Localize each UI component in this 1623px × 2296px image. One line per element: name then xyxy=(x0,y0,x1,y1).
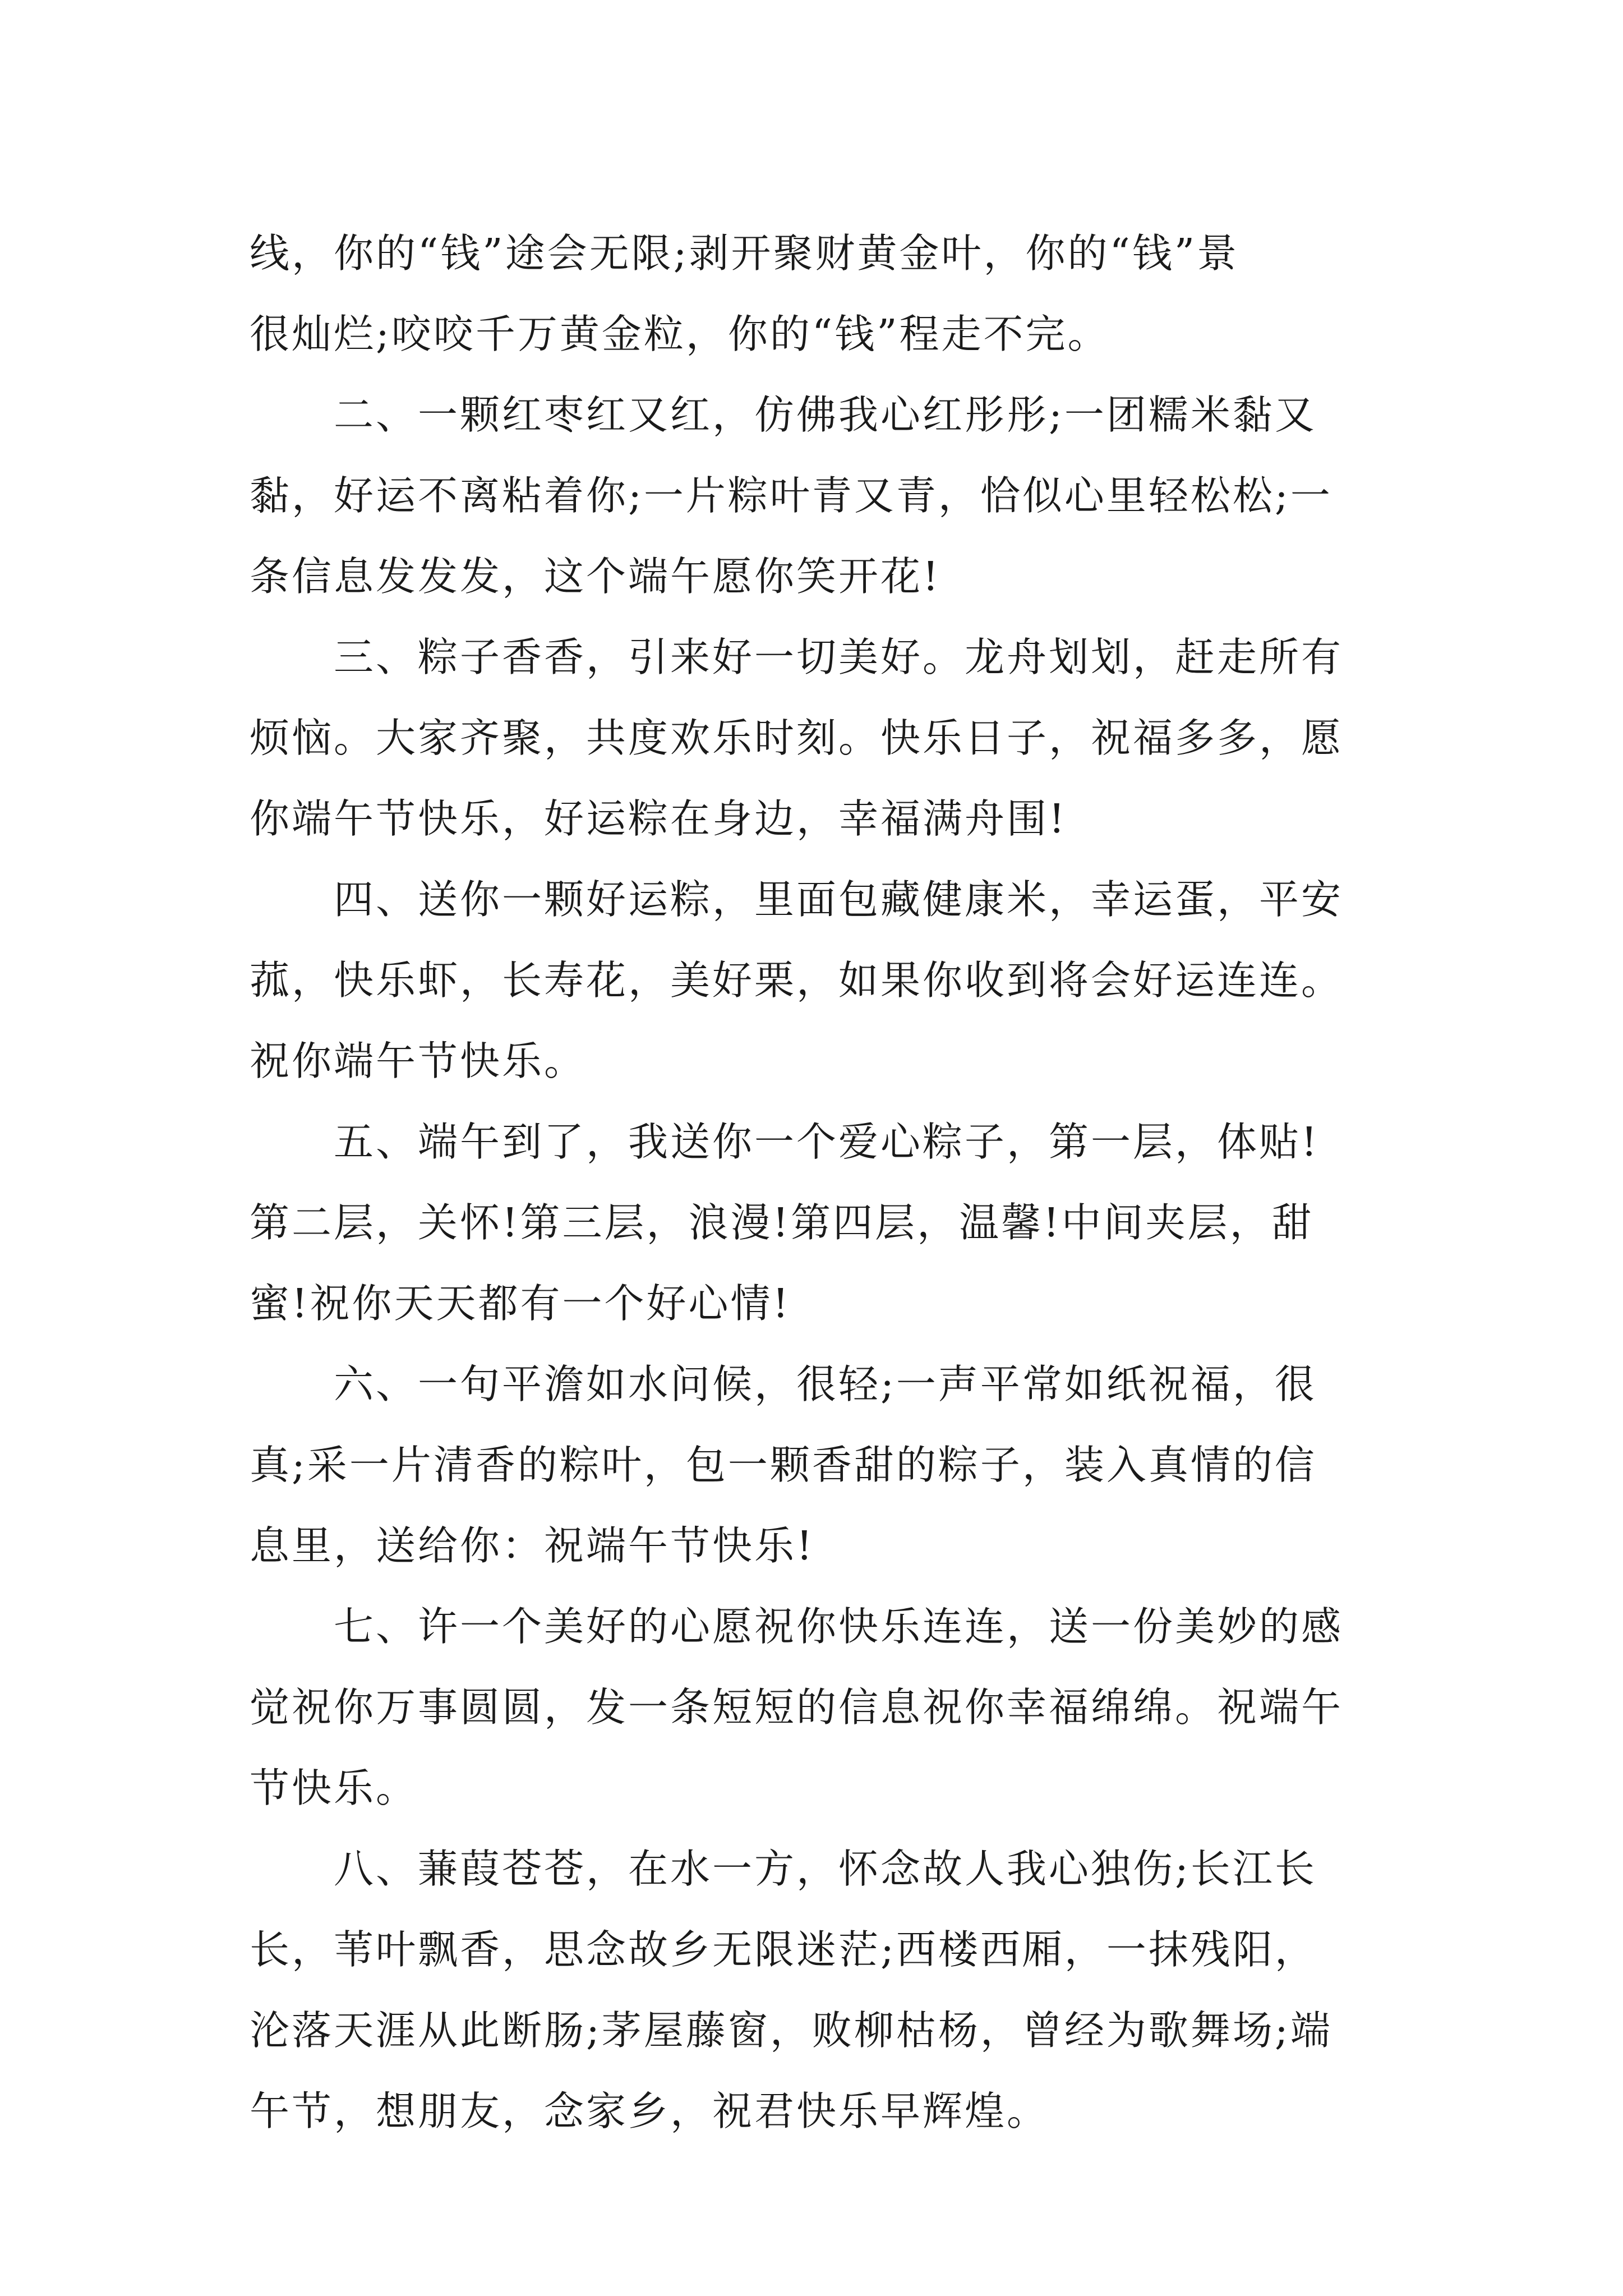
text-line: 蜜!祝你天天都有一个好心情! xyxy=(250,1280,791,1327)
paragraph-6-start: 六、一句平澹如水问候，很轻;一声平常如纸祝福，很 xyxy=(250,1361,1317,1407)
paragraph-5-start: 五、端午到了，我送你一个爱心粽子，第一层，体贴! xyxy=(250,1119,1320,1165)
paragraph-4-start: 四、送你一颗好运粽，里面包藏健康米，幸运蛋，平安 xyxy=(250,876,1344,923)
text-line: 真;采一片清香的粽叶，包一颗香甜的粽子，装入真情的信 xyxy=(250,1442,1317,1488)
text-line: 息里，送给你：祝端午节快乐! xyxy=(250,1522,815,1569)
paragraph-7-start: 七、许一个美好的心愿祝你快乐连连，送一份美妙的感 xyxy=(250,1603,1344,1650)
text-line: 节快乐。 xyxy=(250,1765,418,1811)
text-line: 菰，快乐虾，长寿花，美好栗，如果你收到将会好运连连。 xyxy=(250,957,1344,1004)
text-line: 沦落天涯从此断肠;茅屋藤窗，败柳枯杨，曾经为歌舞场;端 xyxy=(250,2007,1332,2054)
paragraph-2-start: 二、一颗红枣红又红，仿佛我心红彤彤;一团糯米黏又 xyxy=(250,392,1317,438)
text-line: 烦恼。大家齐聚，共度欢乐时刻。快乐日子，祝福多多，愿 xyxy=(250,715,1344,761)
paragraph-3-start: 三、粽子香香，引来好一切美好。龙舟划划，赶走所有 xyxy=(250,634,1344,680)
text-line: 黏，好运不离粘着你;一片粽叶青又青，恰似心里轻松松;一 xyxy=(250,472,1332,519)
text-line: 很灿烂;咬咬千万黄金粒，你的“钱”程走不完。 xyxy=(250,311,1110,357)
text-line: 条信息发发发，这个端午愿你笑开花! xyxy=(250,553,941,600)
document-body xyxy=(250,213,1394,2152)
paragraph-8-start: 八、蒹葭苍苍，在水一方，怀念故人我心独伤;长江长 xyxy=(250,1846,1317,1892)
text-line: 线，你的“钱”途会无限;剥开聚财黄金叶，你的“钱”景 xyxy=(250,230,1239,277)
text-line: 第二层，关怀!第三层，浪漫!第四层，温馨!中间夹层，甜 xyxy=(250,1199,1314,1246)
text-line: 你端午节快乐，好运粽在身边，幸福满舟围! xyxy=(250,795,1067,842)
text-line: 长，苇叶飘香，思念故乡无限迷茫;西楼西厢，一抹残阳， xyxy=(250,1926,1317,1973)
text-line: 祝你端午节快乐。 xyxy=(250,1038,587,1084)
text-line: 觉祝你万事圆圆，发一条短短的信息祝你幸福绵绵。祝端午 xyxy=(250,1684,1344,1731)
text-line: 午节，想朋友，念家乡，祝君快乐早辉煌。 xyxy=(250,2088,1049,2134)
